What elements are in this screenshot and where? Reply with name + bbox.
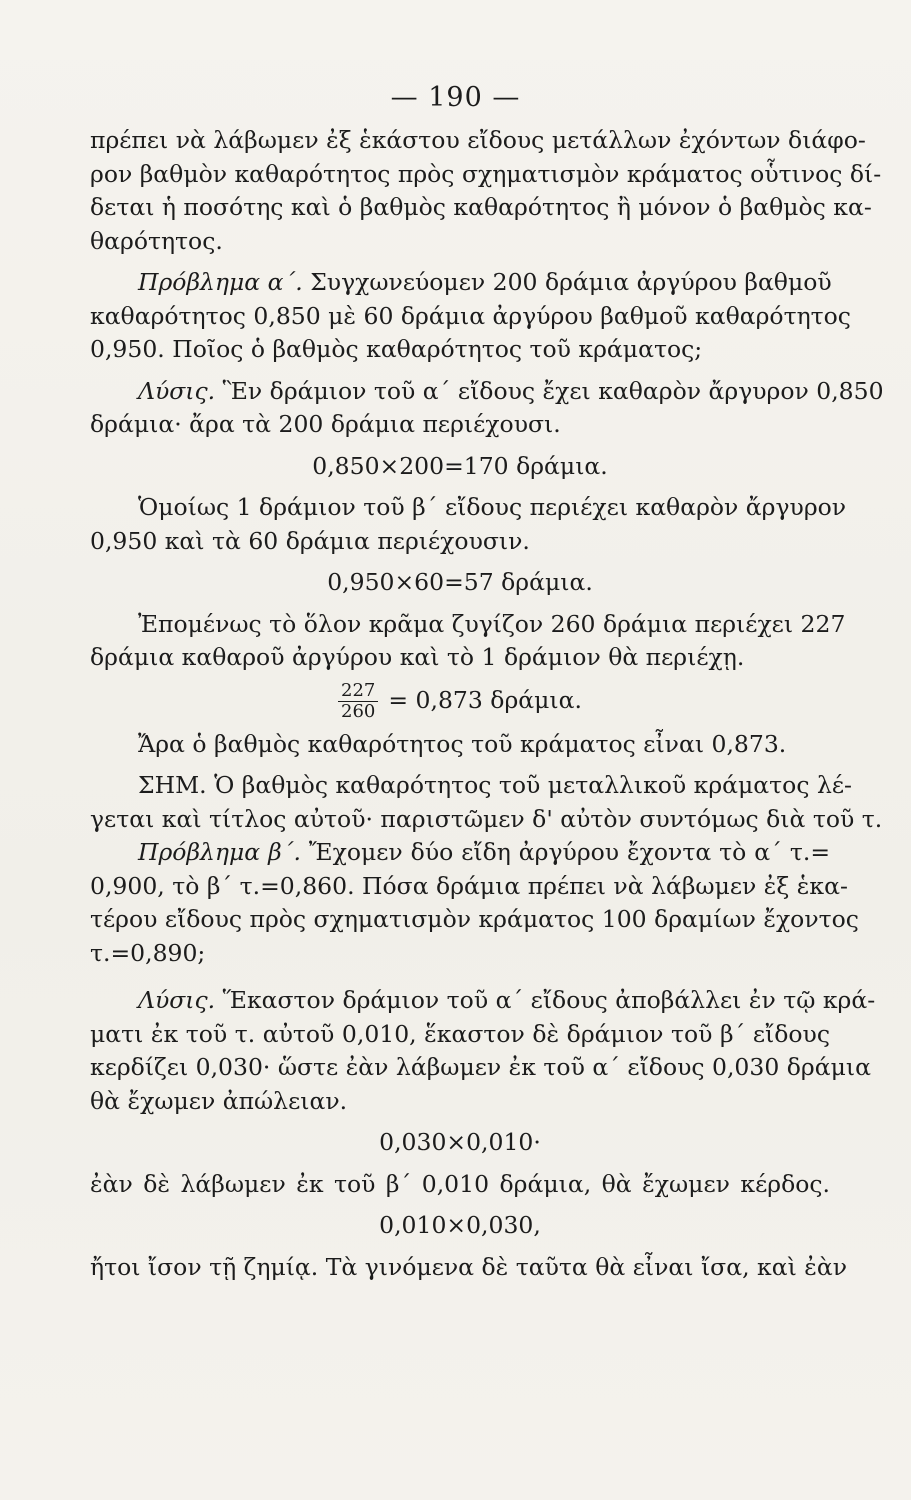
text-line: ἤτοι ἴσον τῇ ζημίᾳ. Τὰ γινόμενα δὲ ταῦτα θὰ εἶναι ἴσα, καὶ ἐὰν <box>90 1252 848 1281</box>
solution-2-label: Λύσις. <box>138 986 216 1014</box>
note-label: ΣΗΜ. <box>138 771 207 799</box>
text-line: 0,950. Ποῖος ὁ βαθμὸς καθαρότητος τοῦ κράματος; <box>90 335 703 363</box>
text-line: τέρου εἴδους πρὸς σχηματισμὸν κράματος 100 δραμίων ἔχοντος <box>90 905 859 933</box>
equation-3: 0,030×0,010· <box>379 1128 541 1156</box>
text-line: θὰ ἔχωμεν ἀπώλειαν. <box>90 1086 348 1115</box>
text-line: 0,900, τὸ β΄ τ.=0,860. Πόσα δράμια πρέπει νὰ λάβωμεν ἐξ ἑκα- <box>90 871 848 900</box>
text-line: Ἄρα ὁ βαθμὸς καθαρότητος τοῦ κράματος εἶναι 0,873. <box>138 729 787 758</box>
text-line: 0,950 καὶ τὰ 60 δράμια περιέχουσιν. <box>90 526 530 555</box>
text-line: Ἕκαστον δράμιον τοῦ α΄ εἴδους ἀποβάλλει ἐν τῷ κρά- <box>215 986 876 1014</box>
text-line: Συγχωνεύομεν 200 δράμια ἀργύρου βαθμοῦ <box>302 268 832 296</box>
text-line: ματι ἐκ τοῦ τ. αὐτοῦ 0,010, ἕκαστον δὲ δράμιον τοῦ β΄ εἴδους <box>90 1019 830 1048</box>
text-line: Ὁμοίως 1 δράμιον τοῦ β΄ εἴδους περιέχει καθαρὸν ἄργυρον <box>138 493 847 521</box>
page-number: — 190 — <box>390 82 521 113</box>
text-line: τ.=0,890; <box>90 938 206 967</box>
equation-1: 0,850×200=170 δράμια. <box>312 451 608 480</box>
text-line: δράμια· ἄρα τὰ 200 δράμια περιέχουσι. <box>90 410 561 438</box>
fraction <box>338 681 378 722</box>
solution-2-first-line <box>90 984 876 1018</box>
text-line: δεται ἡ ποσότης καὶ ὁ βαθμὸς καθαρότητος ἢ μόνον ὁ βαθμὸς κα- <box>90 193 872 221</box>
note-first-line <box>90 769 852 803</box>
problem-2-label: Πρόβλημα β΄. <box>138 838 301 866</box>
solution-1-first-line <box>90 375 884 409</box>
equation-2: 0,950×60=57 δράμια. <box>327 568 593 596</box>
equation-4: 0,010×0,030, <box>379 1211 541 1239</box>
solution-1-label: Λύσις. <box>138 376 216 405</box>
text-line: Ἓν δράμιον τοῦ α΄ εἴδους ἔχει καθαρὸν ἄργυρον 0,850 <box>215 376 884 405</box>
text-line: Ὁ βαθμὸς καθαρότητος τοῦ μεταλλικοῦ κράματος λέ- <box>206 771 852 799</box>
fraction-denominator: 260 <box>341 700 376 722</box>
text-line: Ἔχομεν δύο εἴδη ἀργύρου ἔχοντα τὸ α΄ τ.= <box>300 838 831 866</box>
fraction-numerator: 227 <box>338 681 378 702</box>
fraction-equation <box>90 681 830 722</box>
text-line: καθαρότητος 0,850 μὲ 60 δράμια ἀργύρου βαθμοῦ καθαρότητος <box>90 301 851 330</box>
problem-2-first-line <box>90 836 830 870</box>
fraction-result: = 0,873 δράμια. <box>388 686 582 715</box>
text-line: ἐὰν δὲ λάβωμεν ἐκ τοῦ β΄ 0,010 δράμια, θὰ ἔχωμεν κέρδος. <box>90 1169 830 1198</box>
text-line: γεται καὶ τίτλος αὐτοῦ· παριστῶμεν δ' αὐτὸν συντόμως διὰ τοῦ τ. <box>90 804 883 833</box>
text-line: Ἐπομένως τὸ ὅλον κρᾶμα ζυγίζον 260 δράμια περιέχει 227 <box>138 609 846 638</box>
problem-1-first-line <box>90 266 830 300</box>
text-line: πρέπει νὰ λάβωμεν ἐξ ἑκάστου εἴδους μετάλλων ἐχόντων διάφο- <box>90 126 866 154</box>
text-line: ρον βαθμὸν καθαρότητος πρὸς σχηματισμὸν κράματος οὗτινος δί- <box>90 159 882 188</box>
text-line: θαρότητος. <box>90 226 223 255</box>
problem-1-label: Πρόβλημα α΄. <box>138 268 303 296</box>
page-body-text <box>90 124 884 1284</box>
text-line: δράμια καθαροῦ ἀργύρου καὶ τὸ 1 δράμιον θὰ περιέχῃ. <box>90 643 745 671</box>
text-line: κερδίζει 0,030· ὥστε ἐὰν λάβωμεν ἐκ τοῦ α΄ εἴδους 0,030 δράμια <box>90 1053 871 1081</box>
